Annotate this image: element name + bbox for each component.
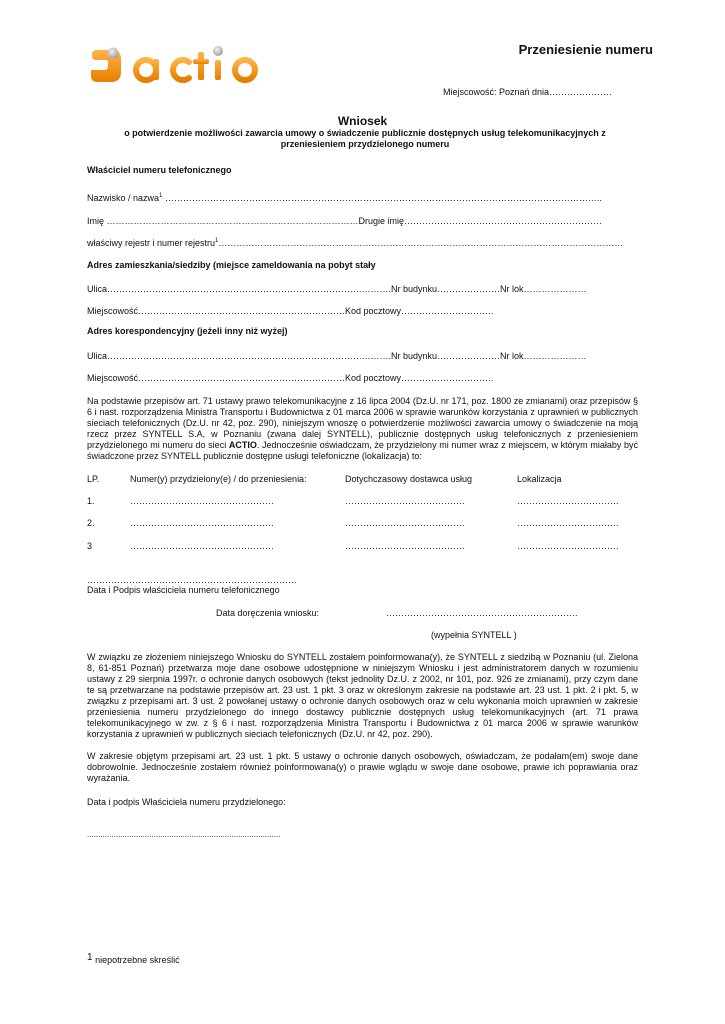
legal-basis-paragraph <box>87 396 638 462</box>
delivery-date-field[interactable]: ………………………………………………………. <box>386 608 578 618</box>
footnote-ref: 1 <box>215 238 219 244</box>
document-title: Przeniesienie numeru <box>518 42 653 57</box>
residence-street-field[interactable]: Ulica………………………………………………………………………….……….Nr budynku…………………Nr lok………………… <box>87 284 587 294</box>
actio-logo <box>88 44 278 88</box>
final-signature-label: Data i podpis Właściciela numeru przydzielonego: <box>87 797 286 807</box>
surname-field[interactable] <box>87 193 602 203</box>
final-signature-field[interactable]: ....................................................................................... <box>87 830 281 839</box>
surname-dots: ……………………………………………………………………………………………………………………………….. <box>164 193 602 203</box>
registry-label: właściwy rejestr i numer rejestru <box>87 238 216 248</box>
table-header-number: Numer(y) przydzielony(e) / do przeniesienia: <box>130 474 307 484</box>
table-row-provider-field[interactable]: …………………………………. <box>345 496 465 506</box>
surname-label: Nazwisko / nazwa <box>87 193 160 203</box>
table-row-provider-field[interactable]: …………………………………. <box>345 541 465 551</box>
registry-dots: ……………………………………………………………………………………………………………………… <box>218 238 624 248</box>
request-subtitle: o potwierdzenie możliwości zawarcia umowy o świadczenie publicznie dostępnych usług telekomunikacyjnych z przeniesieniem przydzielonego numeru <box>124 128 606 149</box>
registry-field[interactable] <box>87 238 623 248</box>
data-protection-paragraph: W związku ze złożeniem niniejszego Wniosku do SYNTELL zostałem poinformowana(y), że SYNTELL z siedzibą w Poznaniu (ul. Zielona 8, 61-851 Poznań) przetwarza moje dane osobowe udostępnione w niniejszym Wniosku i jest administratorem danych w rozumieniu ustawy z 29 sierpnia 1997r. o ochronie danych osobowych (tekst jednolity Dz.U. z 2002, nr 101, poz. 926 ze zmianami), przy czym dane te są przetwarzane na podstawie przepisów art. 23 ust. 1 pkt. 3 oraz w określonym zakresie na podstawie art. 23 ust. 1 pkt. 2 i pkt. 5, w związku z przepisami art. 3 ust. 2 powołanej ustawy o ochronie danych osobowych oraz w celu wykonania moich uprawnień w zakresie przeniesienia numeru przydzielonego do innego dostawcy publicznie dostępnych usług telekomunikacyjnych (art. 71 prawa telekomunikacyjnego w zw. z § 6 i nast. rozporządzenia Ministra Transportu i Budownictwa z 01 marca 2006 w sprawie warunków korzystania z uprawnień w publicznych sieciach telefonicznych (Dz.U. nr 42, poz. 290). <box>87 652 638 739</box>
table-header-location: Lokalizacja <box>517 474 562 484</box>
table-row-location-field[interactable]: ……………………………. <box>517 518 619 528</box>
footnote-ref: 1 <box>159 193 163 199</box>
owner-signature-label: Data i Podpis właściciela numeru telefonicznego <box>87 585 280 595</box>
table-row-location-field[interactable]: ……………………………. <box>517 496 619 506</box>
first-name-field[interactable]: Imię …………………………………………………………………………Drugie imię………………………………………………………… <box>87 216 603 226</box>
table-row-lp: 2. <box>87 518 95 528</box>
footnote <box>87 952 180 965</box>
footnote-mark: 1 <box>87 952 93 963</box>
owner-signature-field[interactable]: ……………………………………………………………. <box>87 575 297 585</box>
table-header-lp: LP. <box>87 474 100 484</box>
residence-heading: Adres zamieszkania/siedziby (miejsce zameldowania na pobyt stały <box>87 260 376 270</box>
table-row-provider-field[interactable]: …………………………………. <box>345 518 465 528</box>
table-row-number-field[interactable]: ………………………………………… <box>130 541 274 551</box>
legal-basis-text: Na podstawie przepisów art. 71 ustawy prawo telekomunikacyjne z 16 lipca 2004 (Dz.U. nr 171, poz. 1800 ze zmianami) oraz przepisów § 6 i nast. rozporządzenia Ministra Transportu i Budownictwa z 01 marca 2006 w sprawie warunków korzystania z uprawnień w publicznych sieciach telefonicznych (Dz.U. nr 42, poz. 290), niniejszym wnoszę o potwierdzenie możliwości zawarcia umowy o świadczenie na moją rzecz przez SYNTELL S.A, w Poznaniu (zwana dalej SYNTELL), publicznie dostępnych usług telefonicznych z przeniesieniem przydzielonego mi numeru do sieci <box>87 396 638 450</box>
request-title: Wniosek <box>337 114 388 128</box>
owner-heading: Właściciel numeru telefonicznego <box>87 165 232 175</box>
footnote-text: niepotrzebne skreślić <box>92 955 180 965</box>
residence-city-field[interactable]: Miejscowość……………………………………………………………Kod pocztowy…………………………. <box>87 306 494 316</box>
table-row-location-field[interactable]: ……………………………. <box>517 541 619 551</box>
delivery-note: (wypełnia SYNTELL ) <box>431 630 517 640</box>
delivery-date-label: Data doręczenia wniosku: <box>216 608 320 618</box>
correspondence-city-field[interactable]: Miejscowość……………………………………………………………Kod pocztowy…………………………. <box>87 373 494 383</box>
table-row-lp: 1. <box>87 496 95 506</box>
table-row-number-field[interactable]: ………………………………………… <box>130 518 274 528</box>
legal-basis-text-end: . Jednocześnie oświadczam, że przydzielony mi numer wraz z miejscem, w którym miałaby być świadczone przez SYNTELL publicznie dostępne usługi telefoniczne (lokalizacja) to: <box>87 440 638 461</box>
table-row-number-field[interactable]: ………………………………………… <box>130 496 274 506</box>
brand-bold: ACTIO <box>228 440 257 450</box>
data-consent-paragraph: W zakresie objętym przepisami art. 23 ust. 1 pkt. 5 ustawy o ochronie danych osobowych, oświadczam, że podałam(em) swoje dane dobrowolnie. Jednocześnie zostałem również poinformowana(y) o prawie wglądu w swoje dane osobowe, prawie ich poprawiania oraz wyrażania. <box>87 751 638 783</box>
table-header-provider: Dotychczasowy dostawca usług <box>345 474 473 484</box>
correspondence-street-field[interactable]: Ulica………………………………………………………………………….……….Nr budynku…………………Nr lok………………… <box>87 351 587 361</box>
correspondence-heading: Adres korespondencyjny (jeżeli inny niż wyżej) <box>87 326 288 336</box>
table-row-lp: 3 <box>87 541 93 551</box>
place-date-field[interactable]: Miejscowość: Poznań dnia………………… <box>443 87 613 97</box>
